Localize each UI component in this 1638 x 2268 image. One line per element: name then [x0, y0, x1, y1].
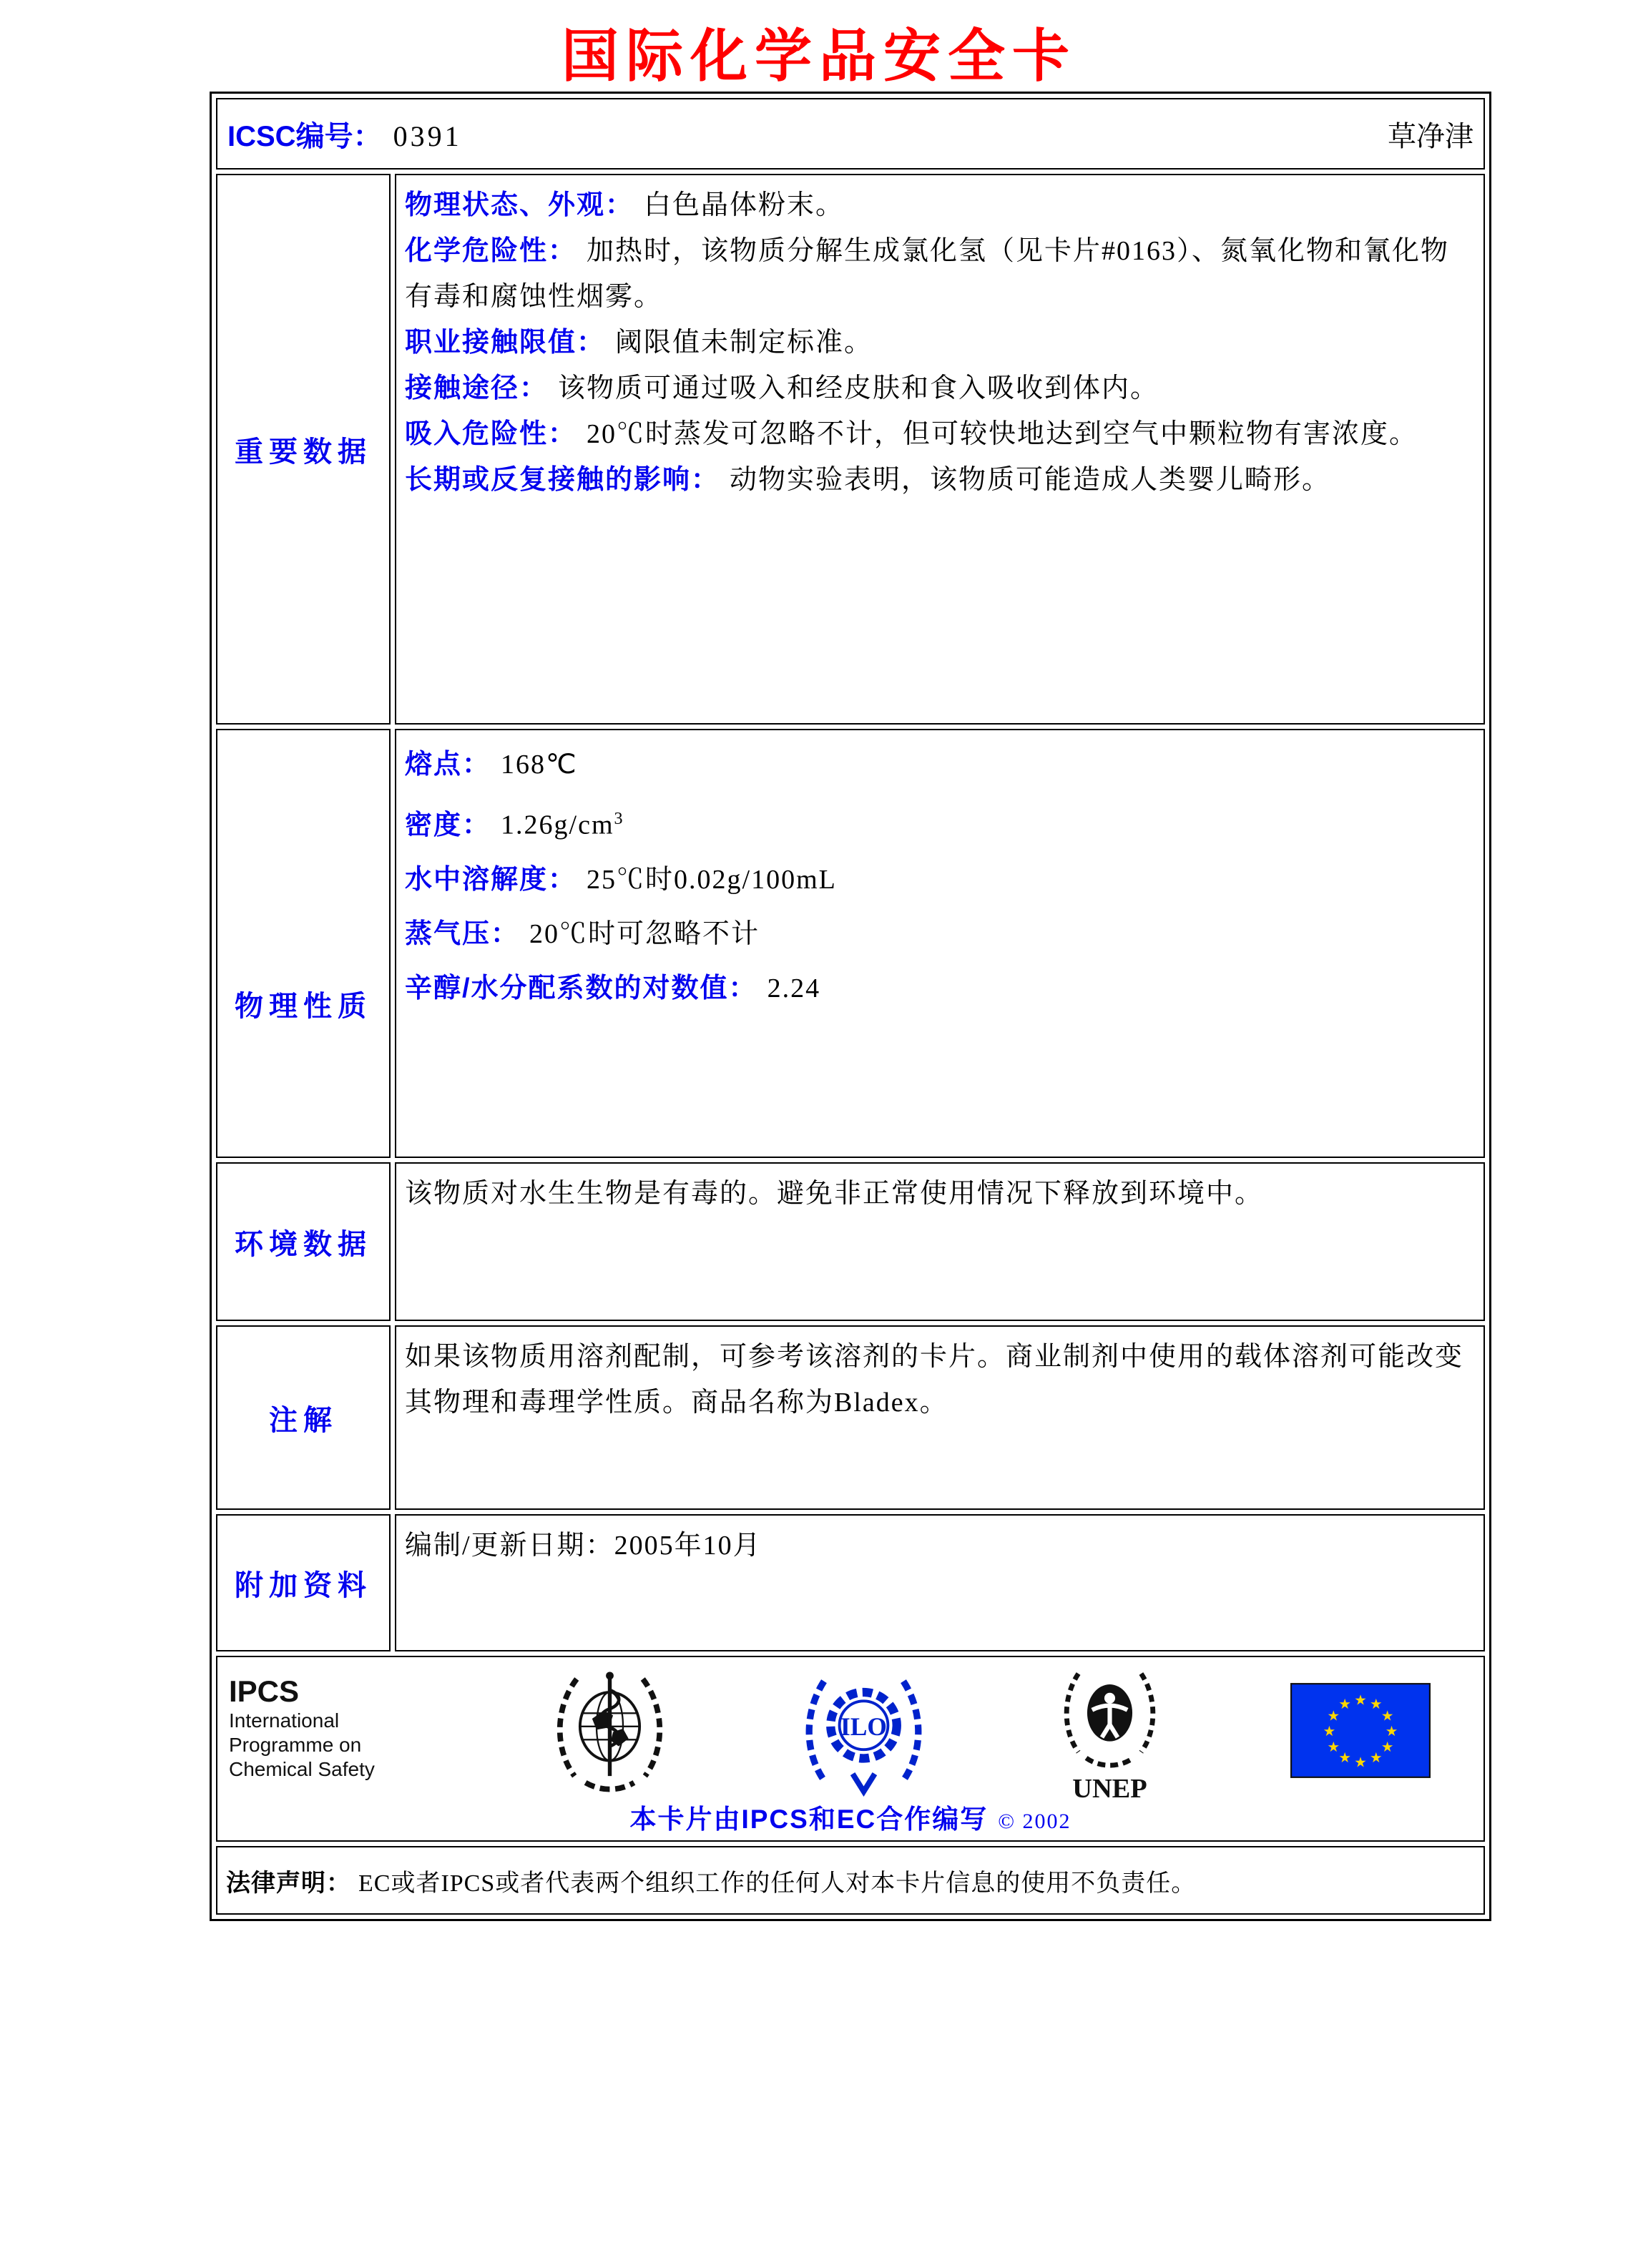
field-value: 1.26g/cm [501, 810, 614, 840]
field-label: 职业接触限值： [405, 328, 606, 358]
ipcs-text-block [229, 1666, 422, 1782]
field-line [405, 411, 1471, 457]
section-label-important-data [216, 174, 391, 725]
ilo-logo-icon [798, 1666, 930, 1798]
field-line [405, 737, 1471, 792]
field-label: 熔点： [405, 750, 491, 780]
ipcs-acronym: IPCS [229, 1674, 300, 1708]
field-label: 蒸气压： [405, 918, 520, 949]
svg-text:★: ★ [1369, 1696, 1383, 1713]
field-line [405, 228, 1471, 320]
field-line [405, 457, 1471, 503]
footer-cell [216, 1656, 1485, 1842]
field-value: 阈限值未制定标准。 [615, 328, 873, 358]
footer-copyright: © 2002 [998, 1810, 1071, 1833]
additional-info-row [216, 1514, 1485, 1651]
legal-label: 法律声明： [226, 1869, 351, 1897]
svg-text:★: ★ [1327, 1738, 1340, 1755]
section-label-text: 环境数据 [235, 1228, 372, 1260]
icsc-number-value: 0391 [393, 119, 462, 152]
svg-text:★: ★ [1354, 1754, 1367, 1771]
icsc-number-group [227, 114, 462, 154]
ilo-label: ILO [840, 1712, 887, 1742]
notes-row [216, 1325, 1485, 1510]
field-value: 该物质可通过吸入和经皮肤和食入吸收到体内。 [558, 373, 1159, 403]
field-label: 化学危险性： [405, 236, 577, 266]
field-label: 物理状态、外观： [405, 190, 634, 220]
svg-text:★: ★ [1354, 1692, 1367, 1709]
field-label: 辛醇/水分配系数的对数值： [405, 973, 757, 1003]
environmental-data-content [395, 1162, 1485, 1321]
svg-text:★: ★ [1380, 1738, 1394, 1755]
field-value: 20℃时蒸发可忽略不计，但可较快地达到空气中颗粒物有害浓度。 [587, 419, 1418, 449]
physical-properties-content [395, 729, 1485, 1158]
svg-text:★: ★ [1369, 1749, 1383, 1767]
field-line [405, 365, 1471, 411]
page-title: 国际化学品安全卡 [561, 26, 1077, 89]
field-value: 2.24 [767, 973, 821, 1003]
legal-cell [216, 1846, 1485, 1915]
footer-caption-text: 本卡片由IPCS和EC合作编写 [629, 1805, 989, 1834]
field-line [405, 320, 1471, 365]
field-value: 如果该物质用溶剂配制，可参考该溶剂的卡片。商业制剂中使用的载体溶剂可能改变其物理和毒理学性质。商品名称为Bladex。 [405, 1342, 1464, 1418]
section-label-environmental-data [216, 1162, 391, 1321]
svg-text:★: ★ [1327, 1707, 1340, 1724]
section-label-text: 附加资料 [235, 1569, 372, 1601]
ipcs-name-line: Programme on [229, 1734, 362, 1756]
field-value: 加热时，该物质分解生成氯化氢（见卡片#0163）、氮氧化物和氰化物有毒和腐蚀性烟雾。 [405, 236, 1450, 312]
section-label-text: 注解 [269, 1404, 338, 1436]
field-value: 白色晶体粉末。 [644, 190, 845, 220]
svg-text:★: ★ [1338, 1749, 1352, 1767]
additional-info-content [395, 1514, 1485, 1651]
legal-row [216, 1846, 1485, 1915]
field-value: 25℃时0.02g/100mL [587, 864, 837, 895]
field-value: 动物实验表明，该物质可能造成人类婴儿畸形。 [730, 465, 1331, 495]
field-label: 密度： [405, 810, 491, 840]
field-label: 编制/更新日期： [405, 1531, 614, 1561]
who-logo-icon [544, 1666, 676, 1798]
field-line [405, 792, 1471, 853]
svg-text:★: ★ [1380, 1707, 1394, 1724]
field-value: 20℃时可忽略不计 [529, 918, 760, 949]
ipcs-name-line: International [229, 1709, 340, 1732]
icsc-table [210, 92, 1491, 1921]
section-label-notes [216, 1325, 391, 1510]
svg-text:★: ★ [1323, 1723, 1336, 1740]
chemical-name: 草净津 [1388, 119, 1473, 152]
notes-content [395, 1325, 1485, 1510]
section-label-physical-properties [216, 729, 391, 1158]
section-label-text: 重要数据 [235, 436, 372, 468]
header-cell [216, 98, 1485, 170]
field-label: 吸入危险性： [405, 419, 577, 449]
field-label: 接触途径： [405, 373, 549, 403]
environmental-data-row [216, 1162, 1485, 1321]
field-label: 水中溶解度： [405, 864, 577, 895]
field-value: 该物质对水生生物是有毒的。避免非正常使用情况下释放到环境中。 [405, 1179, 1264, 1209]
svg-text:★: ★ [1338, 1696, 1352, 1713]
footer-caption [217, 1797, 1483, 1836]
footer-row [216, 1656, 1485, 1842]
unep-label: UNEP [1072, 1773, 1148, 1803]
important-data-row [216, 174, 1485, 725]
logos-strip [229, 1666, 1466, 1803]
field-label: 长期或反复接触的影响： [405, 465, 720, 495]
svg-text:★: ★ [1385, 1723, 1398, 1740]
header-row [216, 98, 1485, 170]
superscript-exponent: 3 [614, 810, 624, 828]
field-line [405, 853, 1471, 907]
important-data-content [395, 174, 1485, 725]
legal-text: EC或者IPCS或者代表两个组织工作的任何人对本卡片信息的使用不负责任。 [358, 1870, 1197, 1897]
field-value: 168℃ [501, 750, 578, 780]
section-label-additional-info [216, 1514, 391, 1651]
field-line [405, 182, 1471, 228]
section-label-text: 物理性质 [235, 991, 372, 1022]
field-line [405, 961, 1471, 1016]
field-line [405, 907, 1471, 961]
icsc-number-label: ICSC编号： [227, 120, 382, 152]
ipcs-name-line: Chemical Safety [229, 1758, 375, 1780]
physical-properties-row [216, 729, 1485, 1158]
field-value: 2005年10月 [614, 1531, 762, 1561]
eu-flag-icon [1290, 1683, 1431, 1778]
unep-logo-icon [1051, 1666, 1169, 1803]
